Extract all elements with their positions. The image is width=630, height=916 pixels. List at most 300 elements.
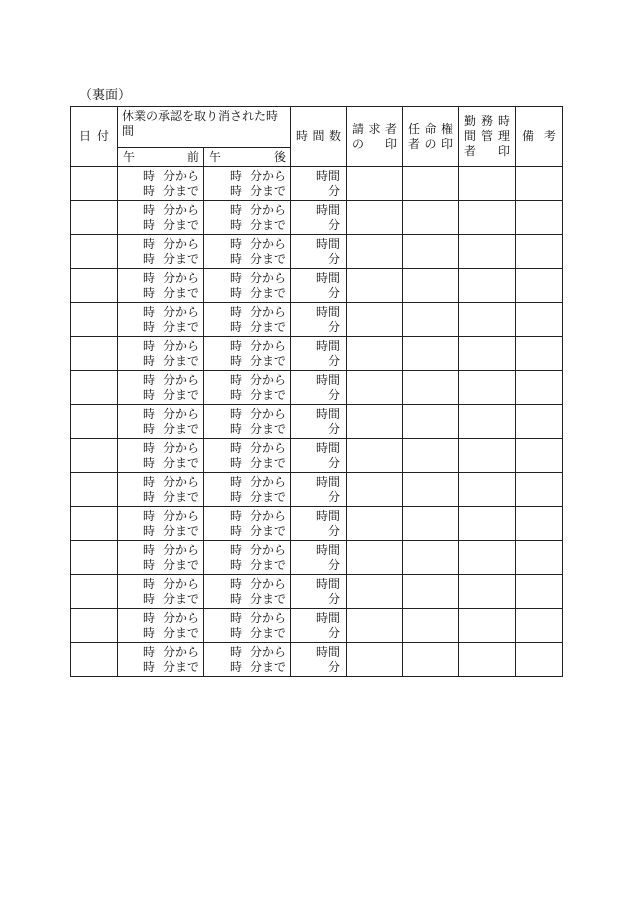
date-cell[interactable] [71,507,118,541]
attendance-manager-seal-cell[interactable] [459,269,516,303]
am-time-cell[interactable] [118,371,204,405]
from-minutes-label: 分から [162,474,199,489]
hour-label: 時 [142,455,155,470]
attendance-manager-seal-cell[interactable] [459,541,516,575]
requester-seal-cell[interactable] [347,609,403,643]
appointer-seal-cell[interactable] [403,643,459,677]
hour-label: 時 [142,421,155,436]
from-minutes-label: 分から [162,542,199,557]
pm-to-line [204,286,286,301]
hour-label: 時 [230,183,243,198]
from-minutes-label: 分から [162,406,199,421]
hour-label: 時 [142,557,155,572]
from-minutes-label: 分から [162,202,199,217]
from-minutes-label: 分から [250,474,287,489]
pm-from-line [204,441,286,456]
appointer-seal-cell[interactable] [403,405,459,439]
header-char: 前 [186,149,199,164]
header-char: 管 [481,129,494,143]
date-cell[interactable] [71,405,118,439]
requester-seal-cell[interactable] [347,167,403,201]
from-minutes-label: 分から [162,508,199,523]
date-cell[interactable] [71,303,118,337]
table-row [71,269,563,303]
hour-label: 時 [142,440,155,455]
header-char: の [352,136,365,151]
hour-label: 時 [230,542,243,557]
header-appointer-seal [403,107,459,167]
header-leave-title: 休業の承認を取り消された時間 [118,107,291,148]
appointer-seal-cell[interactable] [403,507,459,541]
appointer-seal-cell[interactable] [403,337,459,371]
pm-time-cell[interactable] [204,643,291,677]
date-cell[interactable] [71,643,118,677]
pm-from-line [204,203,286,218]
am-time-cell[interactable] [118,235,204,269]
hour-label: 時 [142,591,155,606]
hour-label: 時 [142,338,155,353]
to-minutes-label: 分まで [162,353,199,368]
hour-label: 時 [142,610,155,625]
attendance-manager-seal-cell[interactable] [459,235,516,269]
from-minutes-label: 分から [250,542,287,557]
pm-from-line [204,237,286,252]
pm-time-cell[interactable] [204,609,291,643]
appointer-seal-cell[interactable] [403,235,459,269]
header-char: 備 [522,129,535,143]
am-from-line [118,543,199,558]
remarks-cell[interactable] [516,303,563,337]
to-minutes-label: 分まで [162,183,199,198]
minutes-unit-label: 分 [328,489,341,504]
header-char: 権 [440,121,453,136]
table-row [71,303,563,337]
table-row [71,167,563,201]
hours-unit-label: 時間 [316,576,341,591]
am-to-line [118,660,199,675]
minutes-unit-label: 分 [328,659,341,674]
am-from-line [118,339,199,354]
from-minutes-label: 分から [162,168,199,183]
table-row [71,405,563,439]
hour-label: 時 [142,319,155,334]
hour-label: 時 [230,353,243,368]
header-char: 時 [497,114,510,128]
attendance-manager-seal-cell[interactable] [459,405,516,439]
hour-label: 時 [142,474,155,489]
pm-to-line [204,490,286,505]
from-minutes-label: 分から [250,236,287,251]
remarks-cell[interactable] [516,541,563,575]
date-cell[interactable] [71,541,118,575]
hours-cell[interactable] [291,337,347,371]
attendance-manager-seal-cell[interactable] [459,201,516,235]
hour-label: 時 [142,387,155,402]
hours-cell[interactable] [291,507,347,541]
date-cell[interactable] [71,473,118,507]
am-to-line [118,524,199,539]
hours-cell[interactable] [291,439,347,473]
attendance-manager-seal-cell[interactable] [459,337,516,371]
am-time-cell[interactable] [118,405,204,439]
hours-cell[interactable] [291,371,347,405]
hour-label: 時 [142,625,155,640]
pm-to-line [204,626,286,641]
header-char: 者 [384,121,397,136]
to-minutes-label: 分まで [250,353,287,368]
to-minutes-label: 分まで [162,251,199,266]
am-from-line [118,577,199,592]
requester-seal-cell[interactable] [347,575,403,609]
header-attendance-manager-seal [459,107,516,167]
hours-unit-label: 時間 [316,168,341,183]
am-from-line [118,237,199,252]
pm-from-line [204,339,286,354]
hour-label: 時 [142,406,155,421]
am-to-line [118,388,199,403]
to-minutes-label: 分まで [250,285,287,300]
hours-unit-label: 時間 [316,202,341,217]
table-row [71,201,563,235]
hour-label: 時 [142,542,155,557]
hours-cell[interactable] [291,575,347,609]
hour-label: 時 [230,625,243,640]
requester-seal-cell[interactable] [347,541,403,575]
hours-cell[interactable] [291,609,347,643]
attendance-manager-seal-cell[interactable] [459,167,516,201]
to-minutes-label: 分まで [162,591,199,606]
hour-label: 時 [230,406,243,421]
to-minutes-label: 分まで [162,625,199,640]
hours-cell[interactable] [291,541,347,575]
to-minutes-label: 分まで [162,319,199,334]
header-char: 後 [274,149,287,164]
hours-cell[interactable] [291,405,347,439]
pm-to-line [204,592,286,607]
appointer-seal-cell[interactable] [403,541,459,575]
hour-label: 時 [142,270,155,285]
requester-seal-cell[interactable] [347,473,403,507]
pm-to-line [204,558,286,573]
requester-seal-cell[interactable] [347,371,403,405]
to-minutes-label: 分まで [250,591,287,606]
header-char: 理 [497,129,510,143]
requester-seal-cell[interactable] [347,439,403,473]
pm-to-line [204,524,286,539]
header-char: 印 [498,144,511,158]
pm-time-cell[interactable] [204,473,291,507]
to-minutes-label: 分まで [250,183,287,198]
pm-time-cell[interactable] [204,575,291,609]
date-cell[interactable] [71,371,118,405]
date-cell[interactable] [71,439,118,473]
am-time-cell[interactable] [118,541,204,575]
attendance-manager-seal-cell[interactable] [459,371,516,405]
appointer-seal-cell[interactable] [403,167,459,201]
am-to-line [118,592,199,607]
pm-from-line [204,509,286,524]
from-minutes-label: 分から [250,644,287,659]
am-time-cell[interactable] [118,303,204,337]
am-from-line [118,169,199,184]
header-char: 数 [328,129,341,143]
from-minutes-label: 分から [250,406,287,421]
requester-seal-cell[interactable] [347,643,403,677]
am-time-cell[interactable] [118,167,204,201]
pm-time-cell[interactable] [204,337,291,371]
to-minutes-label: 分まで [162,217,199,232]
am-to-line [118,456,199,471]
date-cell[interactable] [71,575,118,609]
hour-label: 時 [142,353,155,368]
hours-cell[interactable] [291,201,347,235]
am-time-cell[interactable] [118,269,204,303]
to-minutes-label: 分まで [162,421,199,436]
header-requester-seal [347,107,403,167]
hours-cell[interactable] [291,235,347,269]
header-date-char: 日 [79,129,92,143]
from-minutes-label: 分から [250,372,287,387]
hours-unit-label: 時間 [316,338,341,353]
remarks-cell[interactable] [516,405,563,439]
from-minutes-label: 分から [162,304,199,319]
hours-cell[interactable] [291,643,347,677]
page-side-label: （裏面） [79,88,132,103]
hour-label: 時 [230,217,243,232]
date-cell[interactable] [71,235,118,269]
am-time-cell[interactable] [118,507,204,541]
remarks-cell[interactable] [516,473,563,507]
hour-label: 時 [230,644,243,659]
header-char: 勤 [464,114,477,128]
am-time-cell[interactable] [118,575,204,609]
hour-label: 時 [230,251,243,266]
pm-time-cell[interactable] [204,167,291,201]
remarks-cell[interactable] [516,609,563,643]
requester-seal-cell[interactable] [347,235,403,269]
am-to-line [118,422,199,437]
minutes-unit-label: 分 [328,557,341,572]
am-time-cell[interactable] [118,609,204,643]
pm-from-line [204,475,286,490]
am-from-line [118,475,199,490]
header-char: 者 [408,136,421,151]
hours-unit-label: 時間 [316,542,341,557]
pm-time-cell[interactable] [204,201,291,235]
attendance-manager-seal-cell[interactable] [459,643,516,677]
pm-to-line [204,422,286,437]
to-minutes-label: 分まで [250,421,287,436]
am-time-cell[interactable] [118,439,204,473]
hour-label: 時 [230,610,243,625]
hour-label: 時 [142,183,155,198]
remarks-cell[interactable] [516,371,563,405]
header-date-char: 付 [96,129,109,143]
appointer-seal-cell[interactable] [403,473,459,507]
hours-unit-label: 時間 [316,304,341,319]
am-to-line [118,218,199,233]
appointer-seal-cell[interactable] [403,303,459,337]
am-to-line [118,184,199,199]
minutes-unit-label: 分 [328,455,341,470]
from-minutes-label: 分から [250,168,287,183]
hours-unit-label: 時間 [316,372,341,387]
remarks-cell[interactable] [516,507,563,541]
from-minutes-label: 分から [250,508,287,523]
pm-time-cell[interactable] [204,507,291,541]
from-minutes-label: 分から [162,236,199,251]
date-cell[interactable] [71,167,118,201]
pm-from-line [204,169,286,184]
pm-from-line [204,271,286,286]
hour-label: 時 [230,591,243,606]
appointer-seal-cell[interactable] [403,201,459,235]
hour-label: 時 [230,489,243,504]
requester-seal-cell[interactable] [347,201,403,235]
from-minutes-label: 分から [250,304,287,319]
remarks-cell[interactable] [516,235,563,269]
hour-label: 時 [142,251,155,266]
pm-from-line [204,543,286,558]
remarks-cell[interactable] [516,269,563,303]
pm-time-cell[interactable] [204,303,291,337]
hours-unit-label: 時間 [316,610,341,625]
requester-seal-cell[interactable] [347,269,403,303]
to-minutes-label: 分まで [162,659,199,674]
to-minutes-label: 分まで [162,387,199,402]
hour-label: 時 [142,576,155,591]
hours-unit-label: 時間 [316,236,341,251]
to-minutes-label: 分まで [250,217,287,232]
pm-time-cell[interactable] [204,235,291,269]
remarks-cell[interactable] [516,167,563,201]
minutes-unit-label: 分 [328,625,341,640]
hour-label: 時 [230,168,243,183]
attendance-manager-seal-cell[interactable] [459,575,516,609]
from-minutes-label: 分から [162,440,199,455]
am-from-line [118,203,199,218]
date-cell[interactable] [71,269,118,303]
hour-label: 時 [230,236,243,251]
pm-to-line [204,456,286,471]
date-cell[interactable] [71,201,118,235]
appointer-seal-cell[interactable] [403,371,459,405]
hours-cell[interactable] [291,167,347,201]
header-char: の [424,136,437,151]
from-minutes-label: 分から [162,270,199,285]
minutes-unit-label: 分 [328,421,341,436]
header-char: 求 [368,121,381,136]
am-time-cell[interactable] [118,201,204,235]
to-minutes-label: 分まで [162,489,199,504]
table-row [71,643,563,677]
hour-label: 時 [230,285,243,300]
am-time-cell[interactable] [118,643,204,677]
date-cell[interactable] [71,609,118,643]
header-char: 間 [464,129,477,143]
date-cell[interactable] [71,337,118,371]
pm-from-line [204,611,286,626]
am-to-line [118,490,199,505]
remarks-cell[interactable] [516,337,563,371]
hours-unit-label: 時間 [316,406,341,421]
am-to-line [118,558,199,573]
hour-label: 時 [142,659,155,674]
to-minutes-label: 分まで [250,455,287,470]
pm-time-cell[interactable] [204,439,291,473]
remarks-cell[interactable] [516,575,563,609]
am-time-cell[interactable] [118,337,204,371]
pm-time-cell[interactable] [204,371,291,405]
pm-time-cell[interactable] [204,405,291,439]
hour-label: 時 [230,474,243,489]
attendance-manager-seal-cell[interactable] [459,507,516,541]
to-minutes-label: 分まで [250,251,287,266]
am-time-cell[interactable] [118,473,204,507]
header-char: 午 [209,149,222,164]
appointer-seal-cell[interactable] [403,609,459,643]
header-date [71,107,118,167]
from-minutes-label: 分から [162,644,199,659]
from-minutes-label: 分から [250,576,287,591]
requester-seal-cell[interactable] [347,507,403,541]
hour-label: 時 [142,508,155,523]
hours-cell[interactable] [291,473,347,507]
pm-from-line [204,407,286,422]
attendance-manager-seal-cell[interactable] [459,473,516,507]
pm-to-line [204,320,286,335]
remarks-cell[interactable] [516,439,563,473]
header-hours-count [291,107,347,167]
from-minutes-label: 分から [250,202,287,217]
hour-label: 時 [142,372,155,387]
appointer-seal-cell[interactable] [403,269,459,303]
requester-seal-cell[interactable] [347,405,403,439]
from-minutes-label: 分から [162,576,199,591]
requester-seal-cell[interactable] [347,303,403,337]
pm-to-line [204,218,286,233]
appointer-seal-cell[interactable] [403,575,459,609]
pm-to-line [204,354,286,369]
remarks-cell[interactable] [516,201,563,235]
pm-time-cell[interactable] [204,541,291,575]
from-minutes-label: 分から [162,372,199,387]
hours-cell[interactable] [291,303,347,337]
table-row [71,235,563,269]
requester-seal-cell[interactable] [347,337,403,371]
hours-unit-label: 時間 [316,508,341,523]
attendance-manager-seal-cell[interactable] [459,439,516,473]
hour-label: 時 [142,304,155,319]
pm-to-line [204,388,286,403]
to-minutes-label: 分まで [250,387,287,402]
attendance-manager-seal-cell[interactable] [459,609,516,643]
hours-cell[interactable] [291,269,347,303]
hours-unit-label: 時間 [316,440,341,455]
appointer-seal-cell[interactable] [403,439,459,473]
to-minutes-label: 分まで [162,455,199,470]
hours-unit-label: 時間 [316,644,341,659]
minutes-unit-label: 分 [328,387,341,402]
header-remarks [516,107,563,167]
pm-time-cell[interactable] [204,269,291,303]
remarks-cell[interactable] [516,643,563,677]
to-minutes-label: 分まで [250,557,287,572]
attendance-manager-seal-cell[interactable] [459,303,516,337]
header-char: 請 [352,121,365,136]
minutes-unit-label: 分 [328,591,341,606]
pm-from-line [204,373,286,388]
